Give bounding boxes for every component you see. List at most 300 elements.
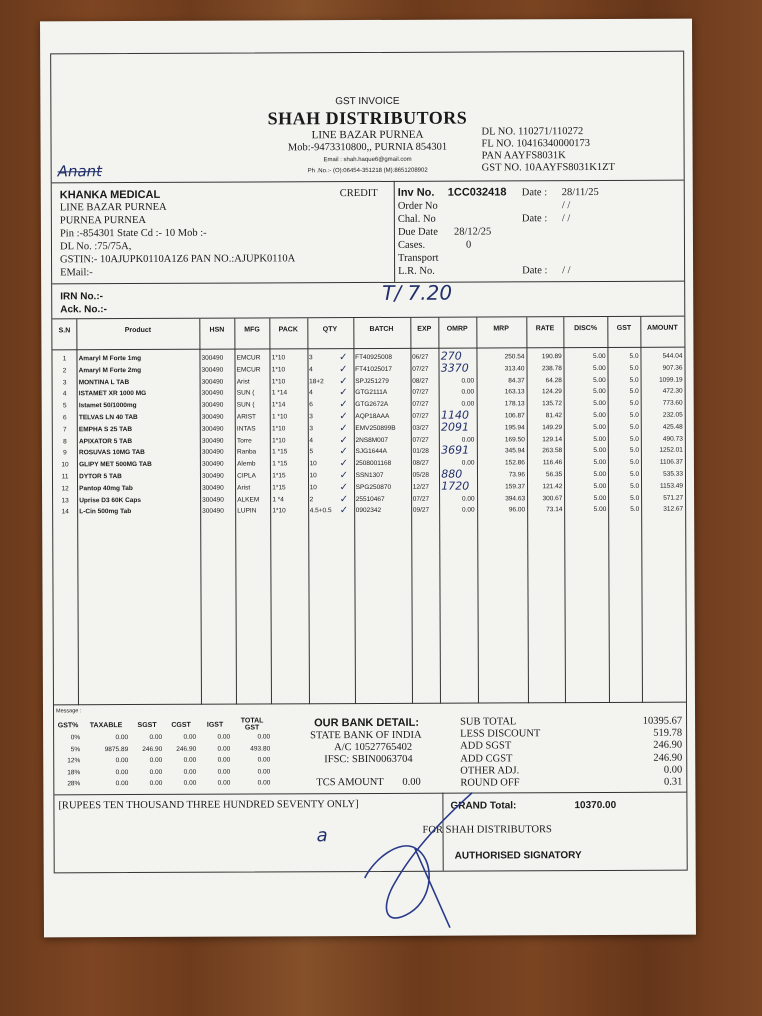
- cell-mfg: CIPLA: [237, 472, 256, 480]
- cell-rate: 129.14: [542, 435, 563, 443]
- cell-hsn: 300490: [202, 496, 224, 504]
- cell-hsn: 300490: [202, 508, 224, 516]
- handwritten-price-note: 1720: [441, 479, 470, 493]
- buyer-line1: LINE BAZAR PURNEA: [59, 201, 167, 214]
- cell-omrp: 0.00: [461, 400, 475, 408]
- total-label: ADD CGST: [460, 752, 513, 765]
- cell-qty: 18+2: [309, 377, 324, 385]
- cell-rate: 56.35: [545, 471, 563, 479]
- cell-exp: 07/27: [412, 436, 429, 444]
- table-header: [52, 325, 684, 342]
- cell-disc: 5.00: [593, 494, 607, 502]
- gst-summary-table: [54, 717, 272, 789]
- cell-gst: 5.0: [629, 459, 640, 467]
- cell-mrp: 159.37: [505, 483, 526, 491]
- gst-row: [54, 754, 272, 766]
- cell-sn: 12: [61, 485, 69, 493]
- cell-qty: 6: [309, 401, 313, 409]
- divider: [394, 181, 395, 282]
- cell-gst: 5.0: [630, 482, 640, 490]
- message-label: Message :: [56, 708, 82, 715]
- cell-mfg: EMCUR: [236, 366, 261, 374]
- cell-disc: 5.00: [593, 447, 607, 455]
- cell-exp: 07/27: [412, 412, 429, 420]
- total-value: 246.90: [653, 752, 683, 764]
- cell-omrp: 0.00: [461, 459, 475, 467]
- gst-cell: 0.00: [183, 757, 197, 765]
- cell-exp: 07/27: [412, 389, 429, 397]
- gst-row: [54, 777, 272, 789]
- gst-cell: 246.90: [142, 745, 163, 753]
- column-header-qty: QTY: [322, 326, 338, 334]
- cell-hsn: 300490: [201, 390, 224, 398]
- cell-pack: 1 *15: [272, 460, 288, 468]
- cell-qty: 10: [309, 460, 317, 468]
- cell-mrp: 163.13: [504, 388, 525, 396]
- cell-gst: 5.0: [629, 388, 639, 396]
- invoice-frame: [50, 51, 688, 874]
- bank-account: A/C 10527765402: [334, 741, 413, 754]
- handwritten-price-note: 270: [440, 349, 462, 363]
- cell-rate: 300.67: [542, 494, 563, 502]
- cases-value: 0: [465, 239, 472, 251]
- pan-no: PAN AAYFS8031K: [481, 150, 566, 162]
- cell-batch: 2508001168: [355, 460, 392, 468]
- gst-cell: 5%: [70, 746, 81, 754]
- bank-title: OUR BANK DETAIL:: [314, 716, 420, 730]
- cell-sn: 8: [63, 437, 67, 445]
- cell-qty: 3: [309, 425, 313, 433]
- cell-mrp: 250.54: [504, 353, 525, 361]
- cell-qty: 4.5+0.5: [309, 507, 332, 515]
- check-icon: ✓: [339, 493, 349, 505]
- order-no-label: Order No: [397, 200, 438, 212]
- grand-total-value: 10370.00: [574, 799, 617, 812]
- cell-gst: 5.0: [630, 494, 640, 502]
- column-header-hsn: HSN: [209, 326, 225, 334]
- tcs-label: TCS AMOUNT: [316, 776, 384, 789]
- cell-amount: 773.60: [662, 399, 683, 407]
- cell-batch: SJG1644A: [355, 448, 387, 456]
- cell-pack: 1*10: [272, 436, 286, 445]
- gst-cell: 0.00: [149, 757, 163, 765]
- gst-cell: 0.00: [217, 779, 231, 787]
- company-name: SHAH DISTRIBUTORS: [267, 107, 468, 129]
- cell-hsn: 300490: [201, 401, 224, 409]
- buyer-name: KHANKA MEDICAL: [59, 188, 161, 202]
- gst-cell: 0.00: [257, 768, 271, 776]
- cell-pack: 1*10: [271, 366, 286, 374]
- cell-disc: 5.00: [593, 411, 606, 420]
- total-value: 10395.67: [642, 715, 683, 727]
- gst-cell: 0.00: [183, 768, 197, 776]
- cell-mfg: Ranba: [236, 448, 257, 456]
- check-icon: ✓: [339, 352, 348, 364]
- column-header-pack: PACK: [278, 326, 298, 334]
- cell-sn: 2: [62, 367, 67, 375]
- cell-disc: 5.00: [593, 482, 607, 490]
- cell-hsn: 300490: [201, 354, 224, 362]
- cell-mrp: 195.94: [504, 424, 525, 432]
- cell-batch: FT40925008: [355, 353, 392, 362]
- due-date: 28/12/25: [453, 226, 492, 238]
- company-mobile: Mob:-9473310800,, PURNIA 854301: [287, 141, 448, 154]
- gst-cell: 18%: [67, 769, 81, 777]
- cell-sn: 5: [62, 402, 67, 410]
- cell-rate: 73.14: [546, 506, 563, 514]
- cell-exp: 08/27: [412, 377, 429, 385]
- cell-mrp: 394.63: [505, 494, 526, 502]
- check-icon: ✓: [339, 505, 349, 517]
- cell-omrp: 0.00: [461, 388, 475, 396]
- cell-qty: 5: [309, 448, 314, 456]
- cell-product: MONTINA L TAB: [78, 378, 130, 386]
- cell-product: L-Cin 500mg Tab: [79, 508, 132, 516]
- cell-product: GLIPY MET 500MG TAB: [79, 461, 152, 469]
- cell-exp: 12/27: [412, 483, 430, 491]
- check-icon: ✓: [339, 470, 349, 482]
- table-row: [53, 506, 685, 520]
- table-body: [52, 349, 684, 517]
- check-icon: ✓: [339, 446, 348, 458]
- cell-disc: 5.00: [593, 423, 606, 431]
- for-company: FOR SHAH DISTRIBUTORS: [422, 824, 552, 836]
- column-header-mrp: MRP: [493, 325, 509, 333]
- cell-mfg: SUN (: [236, 401, 255, 409]
- cell-rate: 64.28: [545, 376, 562, 384]
- cell-product: Istamet 50/1000mg: [78, 402, 137, 410]
- column-header-disc: DISC%: [574, 324, 598, 333]
- cell-exp: 07/27: [412, 400, 429, 408]
- cell-pack: 1*14: [271, 401, 286, 409]
- cell-amount: 1099.19: [659, 376, 683, 384]
- cell-hsn: 300490: [201, 378, 224, 386]
- cell-pack: 1*10: [271, 377, 286, 386]
- items-table: [52, 316, 686, 706]
- transport-label: Transport: [398, 252, 439, 264]
- gst-cell: 0.00: [115, 757, 129, 765]
- gst-cell: 0.00: [149, 734, 163, 742]
- column-header-gst: GST: [616, 324, 632, 332]
- cell-batch: AQP18AAA: [355, 412, 390, 421]
- cell-gst: 5.0: [629, 352, 639, 360]
- cell-pack: 1 *14: [271, 389, 288, 397]
- buyer-pin: Pin :-854301 State Cd :- 10 Mob :-: [59, 227, 207, 240]
- cell-qty: 10: [309, 472, 317, 480]
- buyer-gstin: GSTIN:- 10AJUPK0110A1Z6 PAN NO.:AJUPK0110A: [60, 253, 296, 266]
- cell-mfg: ALKEM: [237, 496, 260, 504]
- company-phone: Ph .No.:- (O):06454-351218 (M):8651208902: [307, 167, 428, 175]
- cell-gst: 5.0: [630, 506, 640, 514]
- cell-batch: 0902342: [355, 507, 382, 515]
- gst-cell: 0.00: [149, 768, 163, 776]
- cell-amount: 535.33: [663, 470, 683, 478]
- chal-no-label: Chal. No: [397, 213, 436, 225]
- cell-batch: 2NS8M007: [355, 436, 389, 444]
- total-value: 246.90: [653, 740, 683, 752]
- company-address: LINE BAZAR PURNEA: [311, 128, 424, 142]
- cell-product: Amaryl M Forte 1mg: [78, 354, 142, 363]
- cell-mrp: 345.94: [504, 447, 525, 455]
- cell-product: EMPHA S 25 TAB: [78, 425, 133, 434]
- gst-header: IGST: [206, 721, 224, 729]
- cell-amount: 490.73: [662, 435, 683, 443]
- total-label: ROUND OFF: [460, 777, 520, 789]
- cell-hsn: 300490: [201, 413, 224, 421]
- cases-label: Cases.: [397, 239, 426, 251]
- cell-batch: SPJ251279: [355, 377, 389, 385]
- cell-disc: 5.00: [593, 459, 607, 467]
- gst-cell: 493.80: [250, 745, 271, 753]
- cell-batch: FT41025017: [355, 365, 393, 373]
- total-label: ADD SGST: [460, 740, 512, 752]
- cell-amount: 472.30: [662, 388, 683, 396]
- cell-rate: 124.29: [542, 388, 562, 396]
- gst-cell: 0.00: [217, 733, 231, 741]
- inv-no: 1CC032418: [447, 186, 507, 199]
- cell-sn: 9: [63, 449, 67, 457]
- gst-header: TAXABLE: [89, 721, 123, 729]
- cell-sn: 10: [61, 461, 69, 469]
- order-date: / /: [561, 200, 571, 212]
- cell-amount: 232.05: [662, 411, 683, 419]
- cell-disc: 5.00: [593, 470, 607, 479]
- cell-omrp: 0.00: [461, 436, 475, 444]
- cell-batch: GTG2111A: [355, 389, 388, 397]
- cell-rate: 135.72: [542, 400, 562, 408]
- cell-sn: 6: [62, 414, 67, 422]
- buyer-email: EMail:-: [60, 267, 93, 279]
- check-icon: ✓: [339, 387, 348, 399]
- cell-sn: 3: [62, 378, 67, 386]
- gst-cell: 0.00: [115, 734, 129, 742]
- cell-disc: 5.00: [593, 506, 607, 514]
- cell-rate: 238.78: [541, 364, 562, 373]
- gst-header: SGST: [137, 721, 157, 729]
- bank-name: STATE BANK OF INDIA: [310, 729, 422, 742]
- dl-no: DL NO. 110271/110272: [481, 126, 584, 138]
- fl-no: FL NO. 10416340000173: [481, 138, 590, 150]
- cell-exp: 09/27: [412, 507, 430, 515]
- gst-header: TOTAL GST: [240, 717, 264, 732]
- cell-pack: 1*10: [271, 354, 286, 362]
- cell-gst: 5.0: [629, 376, 639, 384]
- cell-mfg: EMCUR: [236, 354, 261, 362]
- column-header-sn: S.N: [58, 327, 71, 335]
- cell-exp: 01/28: [412, 448, 429, 456]
- cell-qty: 3: [309, 413, 313, 421]
- cell-exp: 06/27: [412, 353, 429, 361]
- handwritten-price-note: 3691: [441, 443, 470, 458]
- cell-mfg: SUN (: [236, 389, 255, 397]
- cell-gst: 5.0: [629, 447, 639, 455]
- total-value: 519.78: [653, 727, 683, 739]
- column-header-exp: EXP: [417, 325, 432, 333]
- gst-no: GST NO. 10AAYFS8031K1ZT: [481, 161, 615, 174]
- gst-cell: 0.00: [183, 780, 197, 788]
- cell-pack: 1 *15: [272, 448, 288, 456]
- handwritten-initial: a: [316, 825, 328, 847]
- cell-hsn: 300490: [201, 437, 224, 445]
- gst-cell: 0.00: [183, 734, 197, 742]
- cell-product: TELVAS LN 40 TAB: [78, 414, 138, 422]
- doc-type: GST INVOICE: [335, 95, 400, 108]
- cell-product: Uprise D3 60K Caps: [79, 496, 142, 504]
- cell-rate: 263.58: [542, 447, 563, 455]
- cell-rate: 190.89: [541, 353, 562, 361]
- cell-hsn: 300490: [201, 472, 224, 480]
- column-header-batch: BATCH: [369, 325, 394, 333]
- cell-exp: 07/27: [412, 495, 430, 503]
- cell-pack: 1 *4: [272, 495, 284, 504]
- lr-date: / /: [562, 265, 571, 277]
- bank-ifsc: IFSC: SBIN0063704: [324, 753, 413, 766]
- gst-cell: 0.00: [217, 756, 231, 764]
- divider: [52, 347, 684, 351]
- cell-sn: 4: [62, 390, 67, 398]
- grand-total-label: GRAND Total:: [450, 800, 517, 812]
- cell-exp: 08/27: [412, 459, 429, 467]
- cell-mrp: 84.37: [508, 376, 525, 384]
- cell-disc: 5.00: [593, 388, 606, 396]
- cell-product: Amaryl M Forte 2mg: [78, 366, 142, 375]
- date-label: Date :: [521, 187, 548, 199]
- cell-amount: 1153.49: [659, 482, 684, 490]
- gst-cell: 0.00: [257, 733, 271, 741]
- handwritten-note: T/ 7.20: [382, 280, 453, 305]
- check-icon: ✓: [339, 363, 348, 375]
- cell-mfg: Arist: [236, 378, 250, 386]
- column-header-amount: AMOUNT: [647, 324, 678, 332]
- inv-no-label: Inv No.: [397, 186, 435, 199]
- cell-omrp: 0.00: [461, 377, 475, 385]
- cell-sn: 11: [61, 473, 69, 481]
- cell-qty: 4: [309, 436, 314, 444]
- gst-row: [54, 731, 272, 743]
- cell-sn: 13: [61, 496, 69, 504]
- due-date-label: Due Date: [397, 226, 438, 238]
- total-value: 0.31: [663, 776, 683, 788]
- check-icon: ✓: [339, 399, 348, 411]
- cell-amount: 907.36: [662, 364, 683, 372]
- cell-mrp: 152.86: [505, 459, 525, 467]
- check-icon: ✓: [339, 481, 349, 493]
- cell-product: ISTAMET XR 1000 MG: [78, 390, 147, 398]
- check-icon: ✓: [339, 458, 348, 470]
- cell-disc: 5.00: [593, 400, 606, 408]
- divider: [52, 180, 684, 184]
- gst-cell: 246.90: [176, 745, 197, 753]
- authorised-signatory: AUTHORISED SIGNATORY: [454, 850, 582, 862]
- cell-batch: SSN1307: [355, 471, 384, 480]
- cell-qty: 4: [309, 366, 313, 374]
- tcs-value: 0.00: [402, 776, 421, 788]
- cell-hsn: 300490: [201, 449, 224, 457]
- amount-in-words: [RUPEES TEN THOUSAND THREE HUNDRED SEVENTY ONLY]: [58, 799, 359, 812]
- cell-rate: 149.29: [542, 423, 563, 432]
- gst-header: CGST: [171, 721, 191, 729]
- cell-mrp: 96.00: [508, 506, 526, 514]
- cell-mrp: 313.40: [504, 365, 525, 373]
- cell-omrp: 0.00: [461, 506, 475, 514]
- cell-qty: 10: [309, 484, 317, 492]
- cell-batch: EMV250899B: [355, 424, 396, 432]
- gst-cell: 0.00: [257, 756, 271, 764]
- cell-disc: 5.00: [593, 376, 606, 384]
- cell-sn: 1: [62, 355, 67, 363]
- signature-scribble: [354, 787, 485, 938]
- column-header-rate: RATE: [535, 325, 555, 333]
- cell-batch: GTG2672A: [355, 401, 389, 409]
- payment-mode: CREDIT: [339, 187, 378, 200]
- gst-cell: 0.00: [149, 780, 163, 788]
- cell-gst: 5.0: [629, 364, 639, 372]
- cell-pack: 1 *10: [271, 413, 288, 421]
- cell-mrp: 178.13: [504, 400, 525, 408]
- gst-cell: 0.00: [217, 768, 231, 776]
- handwritten-price-note: 3370: [440, 361, 469, 375]
- cell-sn: 14: [61, 508, 69, 516]
- cell-amount: 571.27: [663, 494, 684, 502]
- inv-date: 28/11/25: [561, 186, 599, 199]
- total-label: OTHER ADJ.: [460, 765, 520, 777]
- cell-gst: 5.0: [629, 411, 639, 419]
- column-header-mfg: MFG: [244, 326, 260, 334]
- cell-omrp: 0.00: [461, 495, 475, 503]
- gst-header: GST%: [57, 721, 79, 729]
- cell-mfg: Torre: [236, 437, 252, 445]
- totals-block: [460, 715, 683, 789]
- total-label: LESS DISCOUNT: [460, 728, 541, 740]
- gst-cell: 0.00: [115, 780, 129, 788]
- chal-date-label: Date :: [521, 213, 548, 225]
- cell-rate: 121.42: [542, 482, 563, 491]
- cell-hsn: 300490: [201, 366, 224, 374]
- cell-hsn: 300490: [201, 460, 224, 468]
- cell-product: Pantop 40mg Tab: [79, 484, 133, 493]
- cell-hsn: 300490: [201, 425, 224, 433]
- gst-cell: 0.00: [115, 768, 129, 776]
- cell-gst: 5.0: [629, 400, 639, 408]
- check-icon: ✓: [339, 422, 348, 434]
- divider: [52, 281, 684, 285]
- cell-batch: 25510467: [355, 495, 385, 503]
- total-label: SUB TOTAL: [460, 716, 517, 728]
- gst-row: [54, 766, 272, 778]
- cell-mfg: LUPIN: [237, 507, 257, 515]
- cell-gst: 5.0: [630, 470, 640, 478]
- cell-product: DYTOR 5 TAB: [79, 473, 122, 481]
- cell-mfg: Alemb: [237, 460, 256, 468]
- cell-gst: 5.0: [629, 423, 639, 431]
- cell-amount: 1252.01: [659, 447, 683, 455]
- handwritten-price-note: 880: [441, 467, 463, 481]
- cell-gst: 5.0: [629, 435, 639, 443]
- gst-row: [54, 743, 272, 755]
- cell-pack: 1*15: [272, 472, 286, 480]
- irn-label: IRN No.:-: [60, 291, 104, 303]
- cell-mrp: 73.96: [508, 471, 525, 479]
- cell-qty: 3: [309, 354, 313, 362]
- cell-rate: 116.46: [542, 459, 563, 467]
- cell-exp: 05/28: [412, 471, 429, 479]
- cell-mfg: Arist: [237, 484, 251, 492]
- gst-cell: 12%: [67, 757, 81, 765]
- cell-mrp: 106.87: [504, 412, 525, 420]
- cell-amount: 1106.37: [659, 458, 683, 466]
- cell-product: APIXATOR 5 TAB: [78, 437, 133, 445]
- cell-exp: 03/27: [412, 424, 429, 432]
